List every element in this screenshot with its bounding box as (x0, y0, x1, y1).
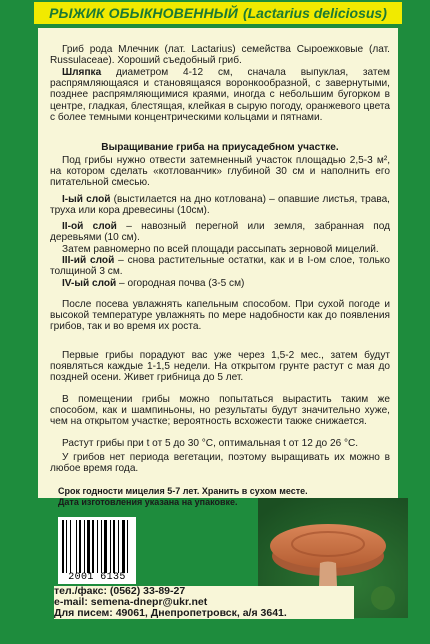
hat-paragraph: Шляпка диаметром 4-12 см, сначала выпуклая, затем распрямляющаяся и становящаяся воронкообразной, с завернутыми, позднее распрямляющимися краями, иногда с небольшим бугорком в центре, гладкая, блестящая, клейкая в сырую погоду, оранжевого цвета с более темными концентрическими кольцами и пятнами. (50, 67, 390, 123)
contacts-block (54, 586, 354, 619)
barcode-bar (101, 520, 102, 573)
address-text: Для писем: 49061, Днепропетровск, а/я 3641. (54, 607, 287, 619)
harvest-paragraph: Первые грибы порадуют вас уже через 1,5-2 мес., затем будут появляться каждые 1-1,5 недели. На открытом грунте растут с мая до поздней осени. Живет грибница до 5 лет. (50, 350, 390, 384)
title-russian: РЫЖИК ОБЫКНОВЕННЫЙ (49, 5, 238, 21)
barcode-bar (110, 520, 111, 573)
barcode-bar (127, 520, 128, 573)
barcode-bar (87, 520, 90, 573)
title-banner (34, 2, 402, 24)
barcode-bar (84, 520, 85, 573)
barcode (58, 517, 136, 584)
barcode-bar (97, 520, 98, 573)
temperature-paragraph: Растут грибы при t от 5 до 30 °С, оптимальная t от 12 до 26 °С. (62, 438, 359, 449)
mycelium-paragraph: Затем равномерно по всей площади рассыпать зерновой мицелий. (62, 244, 379, 255)
storage-line-1: Срок годности мицелия 5-7 лет. Хранить в сухом месте. (58, 486, 308, 496)
layer-4-paragraph: IV-ый слой – огородная почва (3-5 см) (62, 278, 245, 289)
barcode-bar (122, 520, 125, 573)
layer-2-paragraph: II-ой слой – навозный перегной или земля, забранная под деревьями (10 см). (50, 221, 391, 244)
title-latin: (Lactarius deliciosus) (242, 5, 387, 21)
barcode-bar (113, 520, 115, 573)
barcode-bar (66, 520, 67, 573)
barcode-bar (76, 520, 77, 573)
barcode-bar (104, 520, 107, 573)
storage-line-2: Дата изготовления указана на упаковке. (58, 497, 238, 507)
section-heading: Выращивание гриба на приусадебном участке. (101, 142, 339, 153)
barcode-bar (70, 520, 71, 573)
layer-1-paragraph: I-ый слой (выстилается на дно котлована) – опавшие листья, трава, труха или кора древесины (10см). (50, 194, 390, 217)
email-text: e-mail: semena-dnepr@ukr.net (54, 596, 208, 608)
barcode-bar (62, 520, 64, 573)
layer-3-paragraph: III-ий слой – снова растительные остатки, как и в I-ом слое, только толщиной 3 см. (50, 255, 390, 278)
barcode-bar (79, 520, 81, 573)
mushroom-cap (270, 524, 386, 568)
indoor-paragraph: В помещении грибы можно попытаться вырастить таким же способом, как и шампиньоны, но результаты будут значительно хуже, чем на открытом участке; вероятность всхожести также снижается. (50, 394, 390, 428)
barcode-digits: 2001 6135 (68, 572, 126, 583)
vegetation-paragraph: У грибов нет периода вегетации, поэтому выращивать их можно в любое время года. (50, 452, 390, 475)
prep-paragraph: Под грибы нужно отвести затемненный участок площадью 2,5-3 м², на котором сделать «котлованчик» глубиной 30 см и наполнить его питательной смесью. (50, 155, 390, 189)
watering-paragraph: После посева увлажнять капельным способом. При сухой погоде и высокой температуре увлажнять по мере надобности как до появления грибов, так и во время их роста. (50, 299, 390, 333)
hat-label: Шляпка (62, 67, 102, 78)
phone-text: тел./факс: (0562) 33-89-27 (54, 585, 186, 597)
barcode-bar (92, 520, 94, 573)
intro-paragraph: Гриб рода Млечник (лат. Lactarius) семейства Сыроежковые (лат. Russulaceae). Хороший съедобный гриб. (50, 44, 390, 67)
barcode-bar (118, 520, 119, 573)
barcode-bars (62, 520, 132, 573)
